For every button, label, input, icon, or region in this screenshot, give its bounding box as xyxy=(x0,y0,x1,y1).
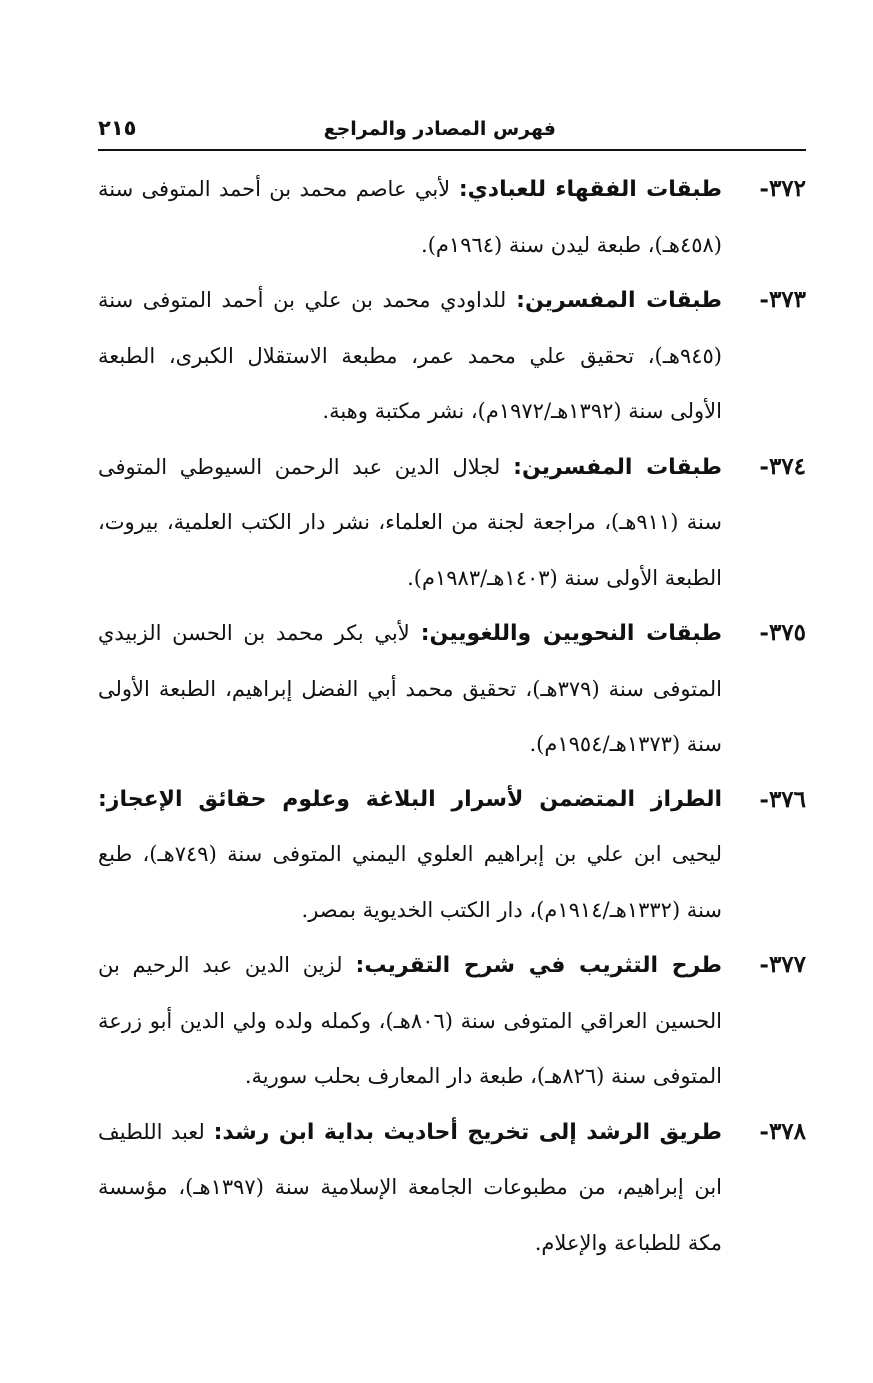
entry-number: ٣٧٨- xyxy=(759,1117,806,1145)
entry-title: طبقات المفسرين: xyxy=(513,454,722,480)
entry-description: للداودي محمد بن علي بن أحمد المتوفى سنة (٩٤٥هـ)، تحقيق علي محمد عمر، مطبعة الاستقلال الكبرى، الطبعة الأولى سنة (١٣٩٢هـ/١٩٧٢م)، نشر مكتبة وهبة. xyxy=(98,288,722,423)
page-header xyxy=(98,100,806,140)
entry-number: ٣٧٤- xyxy=(759,452,806,480)
entry-title: الطراز المتضمن لأسرار البلاغة وعلوم حقائق الإعجاز: xyxy=(98,786,722,812)
entry-description: ليحيى ابن علي بن إبراهيم العلوي اليمني المتوفى سنة (٧٤٩هـ)، طبع سنة (١٣٣٢هـ/١٩١٤م)، دار الكتب الخديوية بمصر. xyxy=(98,842,722,922)
entry-description: لأبي بكر محمد بن الحسن الزبيدي المتوفى سنة (٣٧٩هـ)، تحقيق محمد أبي الفضل إبراهيم، الطبعة الأولى سنة (١٣٧٣هـ/١٩٥٤م). xyxy=(98,621,722,756)
running-title: فهرس المصادر والمراجع xyxy=(323,118,556,140)
entry-title: طبقات الفقهاء للعبادي: xyxy=(458,177,723,202)
entry-number: ٣٧٥- xyxy=(759,619,806,646)
bibliography-entry xyxy=(98,273,806,440)
bibliography-entry xyxy=(98,162,806,273)
entry-title: طرح التثريب في شرح التقريب: xyxy=(355,953,722,978)
page-number: ٢١٥ xyxy=(98,116,137,140)
bibliography-entry xyxy=(98,1105,806,1272)
header-rule xyxy=(98,149,806,151)
entry-title: طبقات النحويين واللغويين: xyxy=(420,621,722,646)
entry-title: طبقات المفسرين: xyxy=(516,288,722,313)
bibliography-list xyxy=(98,162,806,1271)
entry-number: ٣٧٧- xyxy=(759,951,806,978)
entry-title: طريق الرشد إلى تخريج أحاديث بداية ابن رشد: xyxy=(213,1119,723,1145)
bibliography-entry xyxy=(98,606,806,773)
bibliography-entry xyxy=(98,938,806,1105)
entry-description: لزين الدين عبد الرحيم بن الحسين العراقي المتوفى سنة (٨٠٦هـ)، وكمله ولده ولي الدين أبو زرعة المتوفى سنة (٨٢٦هـ)، طبعة دار المعارف بحلب سورية. xyxy=(98,953,722,1088)
bibliography-entry xyxy=(98,440,806,607)
entry-description: لجلال الدين عبد الرحمن السيوطي المتوفى سنة (٩١١هـ)، مراجعة لجنة من العلماء، نشر دار الكتب العلمية، بيروت، الطبعة الأولى سنة (١٤٠٣هـ/١٩٨٣م). xyxy=(98,454,722,590)
bibliography-entry xyxy=(98,773,806,939)
entry-number: ٣٧٢- xyxy=(759,175,806,202)
entry-description: لأبي عاصم محمد بن أحمد المتوفى سنة (٤٥٨هـ)، طبعة ليدن سنة (١٩٦٤م). xyxy=(98,177,722,257)
entry-number: ٣٧٦- xyxy=(759,785,806,813)
entry-description: لعبد اللطيف ابن إبراهيم، من مطبوعات الجامعة الإسلامية سنة (١٣٩٧هـ)، مؤسسة مكة للطباعة والإعلام. xyxy=(98,1119,722,1255)
entry-number: ٣٧٣- xyxy=(759,286,806,313)
